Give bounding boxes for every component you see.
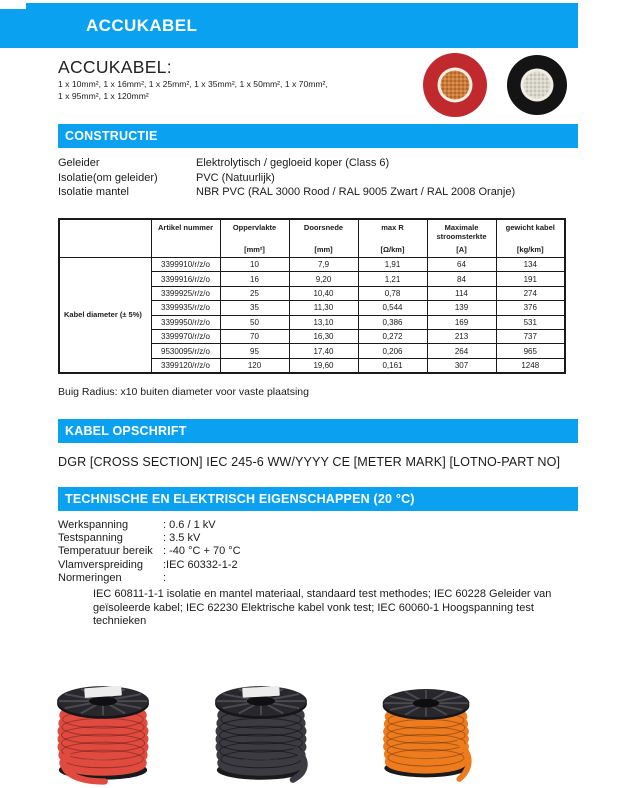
table-cell: 19,60 xyxy=(289,358,358,372)
table-cell: 70 xyxy=(220,329,289,343)
table-cell: 50 xyxy=(220,315,289,329)
red-cable-spool-image xyxy=(50,670,156,787)
table-header-row xyxy=(59,219,565,258)
page-header-banner xyxy=(0,3,578,48)
spec-label: Isolatie(om geleider) xyxy=(58,171,158,184)
spec-value: NBR PVC (RAL 3000 Rood / RAL 9005 Zwart / RAL 2008 Oranje) xyxy=(196,186,516,198)
construction-specs xyxy=(58,156,515,200)
spec-label: Temperatuur bereik xyxy=(58,545,153,558)
table-cell: 10 xyxy=(220,258,289,272)
table-cell: 1248 xyxy=(496,358,565,372)
table-cell: 376 xyxy=(496,301,565,315)
spec-row xyxy=(58,532,241,545)
col-stroomsterkte: Maximale stroomsterkte [A] xyxy=(427,219,496,258)
spec-value: :IEC 60332-1-2 xyxy=(163,558,238,571)
col-artikel-nummer: Artikel nummer xyxy=(151,219,220,258)
spec-row xyxy=(58,519,241,532)
table-cell: 0,544 xyxy=(358,301,427,315)
table-cell: 16,30 xyxy=(289,329,358,343)
spec-table-body xyxy=(59,258,565,373)
table-cell: 0,78 xyxy=(358,286,427,300)
table-cell: 114 xyxy=(427,286,496,300)
table-cell: 84 xyxy=(427,272,496,286)
table-cell: 965 xyxy=(496,344,565,358)
standards-paragraph: IEC 60811-1-1 isolatie en mantel materiaal, standaard test methodes; IEC 60228 Geleider van geïsoleerde kabel; IEC 62230 Elektrische kabel vonk test; IEC 60060-1 Hoogspanning test technieken xyxy=(93,588,552,628)
table-row-header: Kabel diameter (± 5%) xyxy=(59,258,151,373)
table-cell: 169 xyxy=(427,315,496,329)
table-cell: 3399950/r/z/o xyxy=(151,315,220,329)
table-cell: 9,20 xyxy=(289,272,358,286)
section-banner-opschrift: KABEL OPSCHRIFT xyxy=(58,419,578,443)
table-cell: 213 xyxy=(427,329,496,343)
table-cell: 35 xyxy=(220,301,289,315)
red-cable-cross-section-image xyxy=(422,52,488,118)
spec-value: : -40 °C + 70 °C xyxy=(163,545,241,558)
spec-table-container xyxy=(58,218,566,374)
table-cell: 120 xyxy=(220,358,289,372)
tinned-conductor xyxy=(524,72,551,99)
spec-row xyxy=(58,171,515,186)
spec-row xyxy=(58,572,241,585)
bend-radius-note: Buig Radius: x10 buiten diameter voor vaste plaatsing xyxy=(58,386,309,398)
spool-photos-row xyxy=(0,668,635,788)
spec-label: Geleider xyxy=(58,157,100,169)
table-cell: 191 xyxy=(496,272,565,286)
table-cell: 307 xyxy=(427,358,496,372)
page-title: ACCUKABEL xyxy=(86,16,198,35)
table-cell: 0,386 xyxy=(358,315,427,329)
spec-value: : 3.5 kV xyxy=(163,532,201,545)
black-cable-cross-section-image xyxy=(506,54,568,116)
col-max-r: max R [Ω/km] xyxy=(358,219,427,258)
spec-value: Elektrolytisch / gegloeid koper (Class 6) xyxy=(196,157,390,169)
table-cell: 64 xyxy=(427,258,496,272)
product-title: ACCUKABEL: xyxy=(58,57,172,77)
cable-marking-text: DGR [CROSS SECTION] IEC 245-6 WW/YYYY CE [METER MARK] [LOTNO-PART NO] xyxy=(58,455,561,469)
technical-specs xyxy=(58,519,241,585)
table-cell: 531 xyxy=(496,315,565,329)
spec-label: Isolatie mantel xyxy=(58,186,129,198)
table-cell: 0,161 xyxy=(358,358,427,372)
table-cell: 95 xyxy=(220,344,289,358)
table-cell: 3399910/r/z/o xyxy=(151,258,220,272)
table-cell: 17,40 xyxy=(289,344,358,358)
copper-conductor xyxy=(441,71,470,100)
col-oppervlakte: Oppervlakte [mm²] xyxy=(220,219,289,258)
spec-row xyxy=(58,545,241,558)
spec-value: : 0.6 / 1 kV xyxy=(163,519,216,531)
table-cell: 0,272 xyxy=(358,329,427,343)
table-cell: 3399120/r/z/o xyxy=(151,358,220,372)
table-cell: 16 xyxy=(220,272,289,286)
spec-value: : xyxy=(163,571,167,584)
table-header-empty xyxy=(59,219,151,258)
spec-label: Normeringen xyxy=(58,571,122,584)
corner-notch xyxy=(0,0,26,9)
table-cell: 10,40 xyxy=(289,286,358,300)
col-gewicht: gewicht kabel [kg/km] xyxy=(496,219,565,258)
table-cell: 139 xyxy=(427,301,496,315)
table-cell: 7,9 xyxy=(289,258,358,272)
orange-cable-spool-image xyxy=(376,673,476,785)
table-cell: 264 xyxy=(427,344,496,358)
table-cell: 3399916/r/z/o xyxy=(151,272,220,286)
size-list-line1: 1 x 10mm², 1 x 16mm², 1 x 25mm², 1 x 35mm², 1 x 50mm², 1 x 70mm², xyxy=(58,79,328,89)
spec-label: Werkspanning xyxy=(58,519,129,531)
table-cell: 274 xyxy=(496,286,565,300)
table-cell: 9530095/r/z/o xyxy=(151,344,220,358)
table-cell: 1,21 xyxy=(358,272,427,286)
section-banner-constructie: CONSTRUCTIE xyxy=(58,124,578,148)
spec-row xyxy=(58,559,241,572)
table-cell: 13,10 xyxy=(289,315,358,329)
spec-table xyxy=(58,218,566,374)
table-cell: 25 xyxy=(220,286,289,300)
spec-row xyxy=(58,185,515,200)
col-doorsnede: Doorsnede [mm] xyxy=(289,219,358,258)
section-banner-technisch: TECHNISCHE EN ELEKTRISCH EIGENSCHAPPEN (20 °C) xyxy=(58,487,578,511)
size-list-line2: 1 x 95mm², 1 x 120mm² xyxy=(58,91,149,101)
table-cell: 3399970/r/z/o xyxy=(151,329,220,343)
black-cable-spool-image xyxy=(208,670,314,787)
table-cell: 3399925/r/z/o xyxy=(151,286,220,300)
spool-label xyxy=(242,686,280,698)
spec-row xyxy=(58,156,515,171)
table-cell: 0,206 xyxy=(358,344,427,358)
table-row xyxy=(59,258,565,272)
table-cell: 134 xyxy=(496,258,565,272)
table-cell: 1,91 xyxy=(358,258,427,272)
spec-label: Testspanning xyxy=(58,532,123,545)
table-cell: 737 xyxy=(496,329,565,343)
spec-value: PVC (Natuurlijk) xyxy=(196,171,275,184)
spec-label: Vlamverspreiding xyxy=(58,558,143,571)
table-cell: 11,30 xyxy=(289,301,358,315)
table-cell: 3399935/r/z/o xyxy=(151,301,220,315)
